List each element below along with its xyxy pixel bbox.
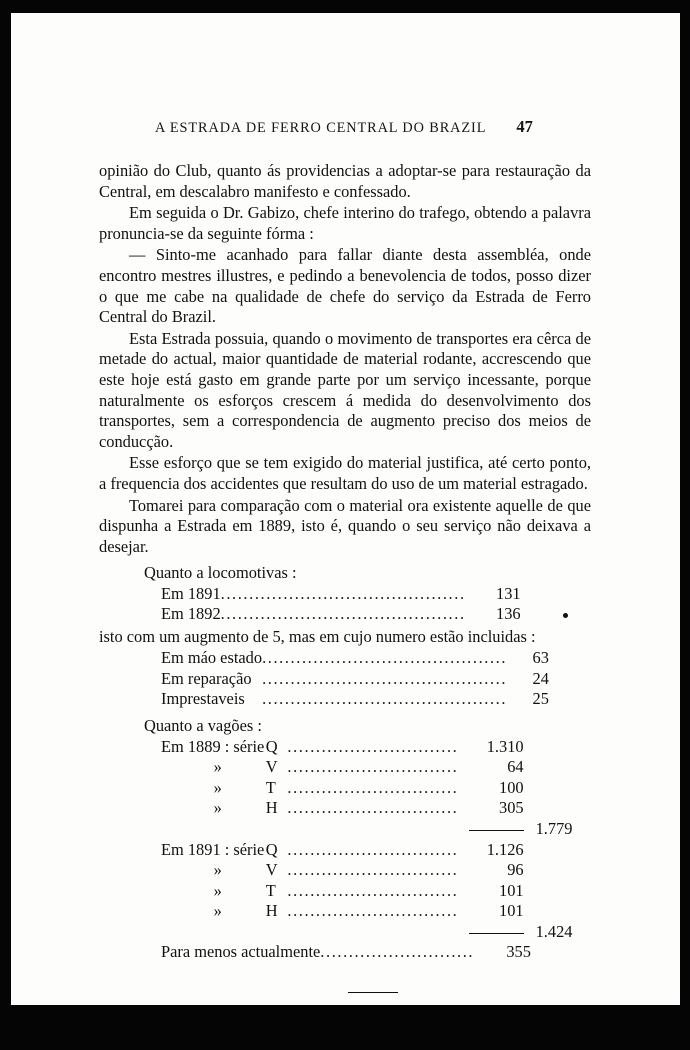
leader-dots: ...........................................: [262, 648, 508, 668]
leader-dots: ..............................: [287, 860, 459, 880]
series-heading: Em 1891 : série: [161, 839, 265, 859]
table-row: [99, 604, 599, 625]
entry-label: Em máo estado: [161, 648, 263, 668]
entry-value: 305: [499, 798, 524, 818]
entry-value: 1.126: [486, 839, 524, 859]
wagons-1891-table: [99, 840, 599, 943]
entry-spacer: [287, 819, 458, 840]
entry-spacer: [524, 757, 599, 778]
leader-dots: ...........................................: [262, 689, 508, 709]
entry-spacer: [531, 942, 599, 963]
entry-label: Em 1891: [161, 583, 221, 603]
table-row: [99, 901, 599, 922]
entry-spacer: [524, 860, 599, 881]
entry-value: 131: [496, 583, 521, 603]
entry-value: 101: [499, 901, 524, 921]
table-row: [99, 689, 599, 710]
paragraph: Em seguida o Dr. Gabizo, chefe interino do trafego, obtendo a palavra pronuncia-se da seguinte fórma :: [99, 203, 591, 243]
entry-label: Imprestaveis: [161, 689, 245, 709]
leader-dots: ..............................: [287, 839, 459, 859]
table-row: [99, 757, 599, 778]
entry-spacer: [524, 840, 599, 861]
table-row: [99, 881, 599, 902]
entry-value: 25: [532, 689, 549, 709]
entry-value: 136: [496, 604, 521, 624]
sum-rule: [458, 922, 523, 943]
paragraph: Tomarei para comparação com o material ora existente aquelle de que dispunha a Estrada em 1889, isto é, quando o seu serviço não deixava a desejar.: [99, 495, 591, 556]
leader-dots: ..............................: [287, 736, 459, 756]
entry-label: Em 1892: [161, 604, 221, 624]
entry-value: 1.310: [486, 736, 524, 756]
table-row: [99, 860, 599, 881]
running-head: [99, 117, 599, 137]
leader-dots: ...........................................: [220, 583, 466, 603]
entry-value: 100: [499, 777, 524, 797]
entry-spacer: [99, 819, 266, 840]
series-letter: T: [265, 777, 276, 797]
ditto-mark: »: [213, 757, 222, 777]
paragraph: — Sinto-me acanhado para fallar diante desta assembléa, onde encontro mestres illustres, e pedindo a benevolencia de todos, posso dizer o que me cabe na qualidade de chefe do serviço da Estrada de Ferro Central do Brazil.: [99, 245, 591, 327]
entry-spacer: [287, 922, 458, 943]
entry-value: 24: [532, 668, 549, 688]
total-value: 1.424: [535, 921, 573, 941]
entry-spacer: [524, 798, 599, 819]
entry-value: 96: [507, 860, 524, 880]
table-row: [99, 584, 599, 605]
section-divider: [99, 980, 599, 998]
entry-spacer: [524, 881, 599, 902]
paragraph: opinião do Club, quanto ás providencias a adoptar-se para restauração da Central, em descalabro manifesto e confessado.: [99, 161, 591, 201]
entry-label: Para menos actualmente: [161, 942, 321, 962]
entry-mark: [521, 604, 599, 625]
leader-dots: ..............................: [287, 901, 459, 921]
page-number: 47: [516, 117, 533, 136]
entry-spacer: [266, 819, 288, 840]
wagons-caption: Quanto a vagões :: [144, 715, 262, 735]
condition-table: [99, 648, 599, 710]
entry-value: 101: [499, 880, 524, 900]
series-letter: V: [265, 860, 278, 880]
entry-spacer: [549, 669, 599, 690]
leader-dots: ...........................: [320, 942, 475, 962]
series-heading: Em 1889 : série: [161, 736, 265, 756]
entry-value: 355: [506, 942, 531, 962]
page-text-block: [99, 117, 599, 998]
series-letter: H: [265, 798, 278, 818]
entry-spacer: [549, 689, 599, 710]
entry-spacer: [524, 901, 599, 922]
locomotives-table: [99, 584, 599, 625]
entry-spacer: [524, 737, 599, 758]
table-row-total: [99, 819, 599, 840]
table-row: [99, 840, 599, 861]
ditto-mark: »: [213, 860, 222, 880]
entry-label: Em reparação: [161, 668, 252, 688]
entry-spacer: [99, 922, 266, 943]
leader-dots: ..............................: [287, 798, 459, 818]
entry-value: 63: [532, 648, 549, 668]
table-row: [99, 648, 599, 669]
entry-value: 64: [507, 757, 524, 777]
difference-table: [99, 942, 599, 963]
series-letter: Q: [265, 839, 278, 859]
total-value: 1.779: [535, 818, 573, 838]
running-head-title: A ESTRADA DE FERRO CENTRAL DO BRAZIL: [155, 120, 487, 136]
entry-mark-empty: [521, 584, 599, 605]
ditto-mark: »: [213, 798, 222, 818]
entry-spacer: [549, 648, 599, 669]
leader-dots: ..............................: [287, 777, 459, 797]
table-row-total: [99, 922, 599, 943]
table-row: [99, 669, 599, 690]
document-page: [11, 13, 680, 1005]
table-row: [99, 778, 599, 799]
table-row: [99, 798, 599, 819]
table-row: [99, 942, 599, 963]
bullet-dot-icon: [563, 613, 568, 618]
ditto-mark: »: [213, 901, 222, 921]
leader-dots: ..............................: [287, 880, 459, 900]
ditto-mark: »: [213, 880, 222, 900]
paragraph: Esse esforço que se tem exigido do material justifica, até certo ponto, a frequencia dos accidentes que resultam do uso de um material estragado.: [99, 453, 591, 493]
wagons-1889-table: [99, 737, 599, 840]
sum-rule: [458, 819, 523, 840]
paragraph: isto com um augmento de 5, mas em cujo numero estão incluidas :: [99, 627, 536, 647]
leader-dots: ...........................................: [220, 604, 466, 624]
paragraph: Esta Estrada possuia, quando o movimento de transportes era cêrca de metade do actual, maior quantidade de material rodante, accrescendo que este hoje está gasto em grande parte por um serviço incessante, porque naturalmente os esforços crescem á medida do desenvolvimento dos transportes, sem a correspondencia de augmento preciso dos meios de conducção.: [99, 328, 591, 451]
entry-spacer: [524, 778, 599, 799]
series-letter: T: [265, 880, 276, 900]
locomotives-caption: Quanto a locomotivas :: [144, 563, 297, 583]
series-letter: V: [265, 757, 278, 777]
leader-dots: ...........................................: [262, 668, 508, 688]
leader-dots: ..............................: [287, 757, 459, 777]
series-letter: H: [265, 901, 278, 921]
table-row: [99, 737, 599, 758]
ditto-mark: »: [213, 777, 222, 797]
entry-spacer: [266, 922, 288, 943]
series-letter: Q: [265, 736, 278, 756]
